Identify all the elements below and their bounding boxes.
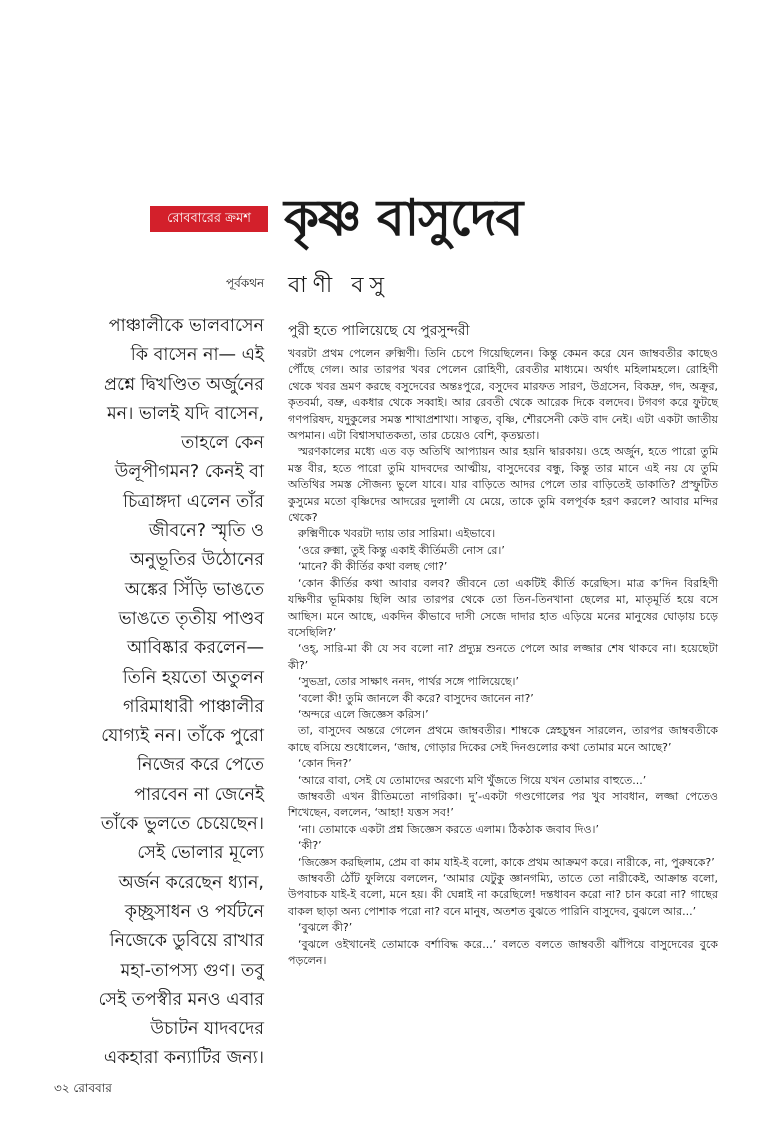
summary-line: কি বাসেন না— এই xyxy=(130,345,264,366)
article-paragraph: ‘বুঝলে ওইখানেই তোমাকে বর্শাবিদ্ধ করে...’ বলতে বলতে জাম্ববতী ঝাঁপিয়ে বাসুদেবের বুকে পড়লেন। xyxy=(288,937,718,968)
article-paragraph: খবরটা প্রথম পেলেন রুক্মিণী। তিনি চেপে গিয়েছিলেন। কিন্তু কেমন করে যেন জাম্ববতীর কাছেও পৌঁছে গেল। আর তারপর খবর পেলেন রোহিণী, রেবতীর মাধ্যমে। অর্থাৎ মহিলামহলে। রোহিণী থেকে খবর ভ্রমণ করছে বসুদেবের অন্তঃপুরে, বসুদেব মারফত সারণ, উগ্রসেন, বিকদ্রু, গদ, অক্রূর, কৃতবর্মা, বভ্রু, একধার থেকে সব্বাই। আর রেবতী থেকে আরেক দিকে বলদেব। টগবগ করে ফুটছে গণপরিষদ, যদুকুলের সমস্ত শাখাপ্রশাখা। সাত্বত, বৃষ্ণি, শৌরসেনী কেউ বাদ নেই। এটা একটা জাতীয় অপমান। এটা বিশ্বাসঘাতকতা, তার চেয়েও বেশি, কৃতঘ্নতা। xyxy=(288,347,718,443)
summary-line: মন। ভালই যদি বাসেন, xyxy=(106,403,264,424)
series-badge: রোববারের ক্রমশ xyxy=(150,206,268,232)
article-paragraph: তা, বাসুদেব অন্তরে গেলেন প্রথমে জাম্ববতীর। শাম্বকে স্নেহচুম্বন সারলেন, তারপর জাম্ববতীকে কাছে বসিয়ে শুধোলেন, ‘জাম্ব, গোড়ার দিকের সেই দিনগুলোর কথা তোমার মনে আছে?’ xyxy=(288,724,718,754)
article-paragraph: ‘বলো কী! তুমি জানলে কী করে? বাসুদেব জানেন না?’ xyxy=(298,691,534,705)
summary-line: যোগ্যই নন। তাঁকে পুরো xyxy=(101,726,264,747)
article-paragraph: স্মরণকালের মধ্যে এত বড় অতিথি আপ্যায়ন আর হয়নি দ্বারকায়। ওহে অর্জুন, হতে পারো তুমি মস্ত বীর, হতে পারো তুমি যাদবদের আত্মীয়, বাসুদেবের বন্ধু, কিন্তু তার মানে এই নয় যে তুমি অতিথির সমস্ত সৌজন্য ভুলে যাবে। যার বাড়িতে আদর পেলে তার বাড়িতেই ডাকাতি? প্রস্ফুটিত কুসুমের মতো বৃষ্ণিদের আদরের দুলালী যে মেয়ে, তাকে তুমি বলপূর্বক হরণ করলে? আবার মন্দির থেকে? xyxy=(288,445,718,525)
article-paragraph: রুক্মিণীকে খবরটা দ্যায় তার সারিমা। এইভাবে। xyxy=(298,527,496,541)
summary-line: চিত্রাঙ্গদা এলেন তাঁর xyxy=(122,491,264,512)
summary-line: জীবনে? স্মৃতি ও xyxy=(148,521,264,542)
summary-line: প্রশ্নে দ্বিখণ্ডিত অর্জুনের xyxy=(103,374,264,395)
summary-line: তিনি হয়তো অতুলন xyxy=(122,667,264,688)
article-title: কৃষ্ণ বাসুদেব xyxy=(284,189,523,247)
article-paragraph: ‘আরে বাবা, সেই যে তোমাদের অরণ্যে মণি খুঁজতে গিয়ে যখন তোমার বাহুতে...’ xyxy=(298,773,647,787)
summary-line: নিজেকে ডুবিয়ে রাখার xyxy=(109,931,264,952)
article-paragraph: ‘মানে? কী কীর্তির কথা বলছ গো?’ xyxy=(298,560,448,574)
article-paragraph: ‘বুঝলে কী?’ xyxy=(298,921,353,935)
page-footer: ৩২ রোববার xyxy=(54,1081,112,1095)
summary-line: পারবেন না জেনেই xyxy=(134,784,264,805)
article-paragraph: ‘না। তোমাকে একটা প্রশ্ন জিজ্ঞেস করতে এলাম। ঠিকঠাক জবাব দিও।’ xyxy=(298,822,599,836)
article-subheading: পুরী হতে পালিয়েছে যে পুরসুন্দরী xyxy=(288,323,470,339)
summary-line: অঙ্কের সিঁড়ি ভাঙতে xyxy=(124,579,264,600)
previous-summary-label: পূর্বকথন xyxy=(226,276,265,290)
summary-line: সেই তপস্বীর মনও এবার xyxy=(98,989,264,1010)
article-paragraph: ‘কী?’ xyxy=(298,839,322,853)
article-paragraph: ‘অন্দরে এলে জিজ্ঞেস করিস।’ xyxy=(298,707,429,721)
previous-summary-text xyxy=(52,312,264,1069)
article-paragraph: জাম্ববতী এখন রীতিমতো নাগরিকা। দু’-একটা গণ্ডগোলের পর খুব সাবধান, লজ্জা পেতেও শিখেছেন, বললেন, ‘আহা! যত্তস সব!’ xyxy=(288,789,718,820)
article-body xyxy=(288,346,718,1068)
article-paragraph: ‘কোন দিন?’ xyxy=(298,757,352,771)
summary-line: কৃচ্ছ্রসাধন ও পর্যটনে xyxy=(124,901,264,922)
article-paragraph: জাম্ববতী ঠোঁট ফুলিয়ে বললেন, ‘আমার যেটুকু জ্ঞানগম্যি, তাতে তো নারীকেই, আক্রান্ত বলো, উপবাচক যাই-ই বলো, মনে হয়। কী ঘেন্নাই না করেছিলে! দন্তধাবন করো না? চান করো না? গাছের বাকল ছাড়া অন্য পোশাক পরো না? বনে মানুষ, অতশত বুঝতে পারিনি বাসুদেব, বুঝলে আর...’ xyxy=(288,872,718,918)
summary-line: তাহলে কেন xyxy=(181,433,264,454)
summary-line: অর্জন করেছেন ধ্যান, xyxy=(118,872,264,893)
summary-line: আবিষ্কার করলেন— xyxy=(126,638,264,659)
summary-line: নিজের করে পেতে xyxy=(137,755,264,776)
summary-line: মহা-তাপস্য গুণ। তবু xyxy=(120,960,264,981)
summary-line: অনুভূতির উঠোনের xyxy=(129,550,264,571)
summary-line: গরিমাধারী পাঞ্চালীর xyxy=(123,696,264,717)
article-paragraph: ‘ওরে রুক্মা, তুই কিন্তু একাই কীর্তিমতী নোস রে।’ xyxy=(298,543,505,557)
summary-line: সেই ভোলার মূল্যে xyxy=(137,843,264,864)
summary-line: পাঞ্চালীকে ভালবাসেন xyxy=(108,316,264,336)
article-paragraph: ‘জিজ্ঞেস করছিলাম, প্রেম বা কাম যাই-ই বলো, কাকে প্রথম আক্রমণ করে। নারীকে, না, পুরুষকে?’ xyxy=(298,855,715,869)
summary-line: ভাঙতে তৃতীয় পাণ্ডব xyxy=(118,608,264,629)
summary-line: উচাটন যাদবদের xyxy=(150,1019,264,1040)
summary-line: তাঁকে ভুলতে চেয়েছেন। xyxy=(100,814,264,835)
article-paragraph: ‘কোন কীর্তির কথা আবার বলব? জীবনে তো একটিই কীর্তি করেছিস। মাত্র ক’দিন বিরহিণী যক্ষিণীর ভূমিকায় ছিলি আর তারপর থেকে তো তিন-তিনখানা ছেলের মা, মাতৃমূর্তি হয়ে বসে আছিস। মনে আছে, একদিন কীভাবে দাসী সেজে দাদার হাত এড়িয়ে মনের মানুষের ঘোড়ায় চড়ে বসেছিলি?’ xyxy=(288,576,718,639)
author-name: বাণী বসু xyxy=(288,273,390,298)
article-paragraph: ‘সুভদ্রা, তোর সাক্ষাৎ ননদ, পার্থর সঙ্গে পালিয়েছে।’ xyxy=(298,675,519,689)
summary-line: একহারা কন্যাটির জন্য। xyxy=(103,1048,264,1069)
summary-line: উলূপীগমন? কেনই বা xyxy=(114,462,264,483)
article-paragraph: ‘ওহ্, সারি-মা কী যে সব বলো না? প্রদ্যুম্ন শুনতে পেলে আর লজ্জার শেষ থাকবে না। হয়েছেটা কী?’ xyxy=(288,642,718,672)
